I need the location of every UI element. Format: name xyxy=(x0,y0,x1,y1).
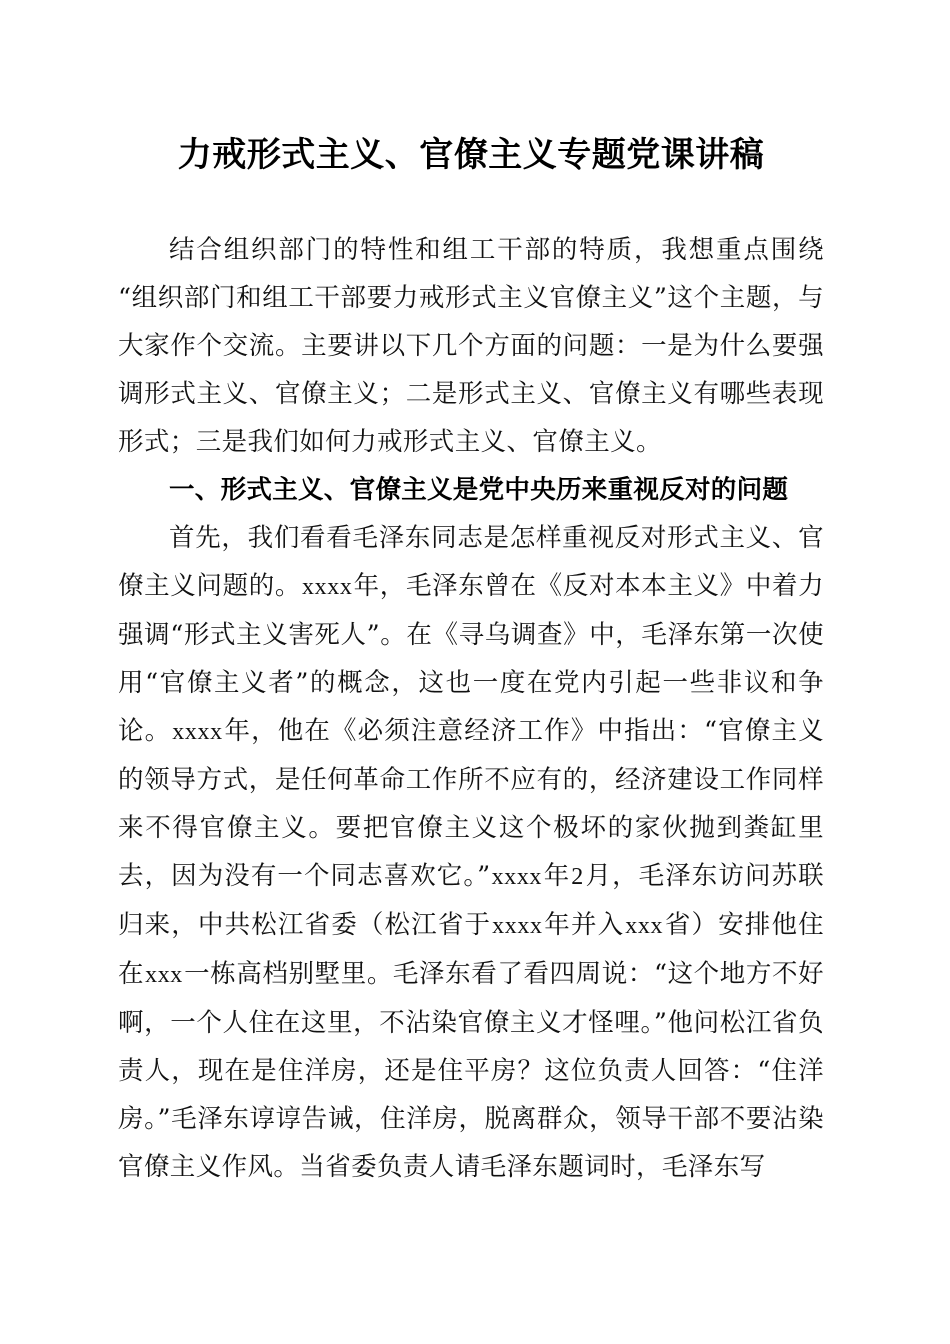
latin-placeholder: xxxx xyxy=(491,864,543,890)
page-title: 力戒形式主义、官僚主义专题党课讲稿 xyxy=(177,135,765,175)
latin-placeholder: 2 xyxy=(571,864,584,890)
latin-placeholder: xxx xyxy=(145,962,183,988)
latin-placeholder: xxxx xyxy=(492,913,543,939)
document-flow xyxy=(118,226,824,1191)
paragraph-intro: 结合组织部门的特性和组工干部的特质，我想重点围绕“组织部门和组工干部要力戒形式主义官僚主义”这个主题，与大家作个交流。主要讲以下几个方面的问题：一是为什么要强调形式主义、官僚主义；二是形式主义、官僚主义有哪些表现形式；三是我们如何力戒形式主义、官僚主义。 xyxy=(118,235,824,457)
section-heading-one: 一、形式主义、官僚主义是党中央历来重视反对的问题 xyxy=(169,476,789,504)
paragraph-body-one: 首先，我们看看毛泽东同志是怎样重视反对形式主义、官僚主义问题的。xxxx年，毛泽东曾在《反对本本主义》中着力强调“形式主义害死人”。在《寻乌调查》中，毛泽东第一次使用“官僚主义者”的概念，这也一度在党内引起一些非议和争论。xxxx年，他在《必须注意经济工作》中指出：“官僚主义的领导方式，是任何革命工作所不应有的，经济建设工作同样来不得官僚主义。要把官僚主义这个极坏的家伙抛到粪缸里去，因为没有一个同志喜欢它。”xxxx年2月，毛泽东访问苏联归来，中共松江省委（松江省于xxxx年并入xxx省）安排他住在xxx一栋高档别墅里。毛泽东看了看四周说：“这个地方不好啊，一个人住在这里，不沾染官僚主义才怪哩。”他问松江省负责人，现在是住洋房，还是住平房？这位负责人回答：“住洋房。”毛泽东谆谆告诫，住洋房，脱离群众，领导干部不要沾染官僚主义作风。当省委负责人请毛泽东题词时，毛泽东写 xyxy=(118,523,824,1182)
latin-placeholder: xxxx xyxy=(302,574,353,600)
latin-placeholder: xxxx xyxy=(172,719,223,745)
latin-placeholder: xxx xyxy=(625,913,664,939)
